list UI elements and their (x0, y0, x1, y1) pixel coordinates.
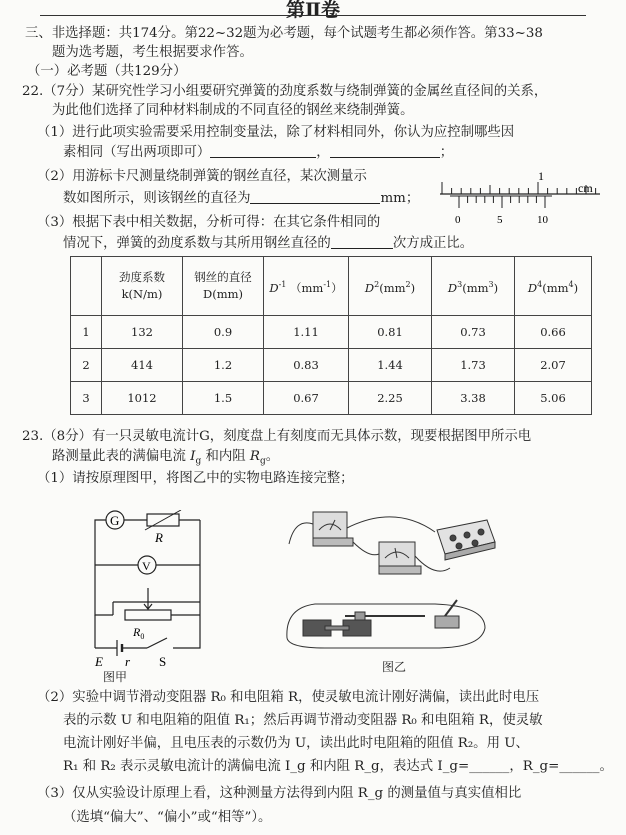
table-cell: 414 (102, 349, 183, 382)
table-cell: 0.73 (432, 316, 515, 349)
table-cell: 2 (71, 349, 102, 382)
table-cell: 0.9 (183, 316, 264, 349)
data-table (70, 256, 592, 415)
internal-resistance-label: r (125, 654, 131, 669)
rheostat-label: $R_0$ (133, 625, 145, 641)
main-scale-label: 1 (538, 169, 544, 183)
q23-part3-line1: （3）仅从实验设计原理上看，这种测量方法得到内阻 R_g 的测量值与真实值相比 (37, 786, 522, 801)
header-cell: 钢丝的直径 D(mm) (183, 257, 264, 316)
q23-part2-line2: 表的示数 U 和电阻箱的阻值 R₁；然后再调节滑动变阻器 R₀ 和电阻箱 R，使灵敏 (63, 713, 543, 728)
switch-label: S (159, 654, 167, 669)
emf-label: E (95, 654, 103, 669)
figure-b-caption: 图乙 (382, 660, 407, 674)
table-cell: 0.81 (349, 316, 432, 349)
unit-label: cm (578, 181, 593, 195)
table-cell: 0.83 (264, 349, 349, 382)
q22-stem-line1: 22.（7分）某研究性学习小组要研究弹簧的劲度系数与绕制弹簧的金属丝直径间的关系， (22, 84, 548, 99)
table-cell: 0.66 (515, 316, 592, 349)
q22-part1-line1: （1）进行此项实验需要采用控制变量法，除了材料相同外，你认为应控制哪些因 (37, 125, 515, 140)
table-cell: 1.44 (349, 349, 432, 382)
circuit-diagram-a (75, 510, 225, 670)
q23-stem-line2: 路测量此表的满偏电流 $I_g$ 和内阻 $R_g$。 (52, 449, 280, 467)
header-cell: $D^2(mm^2)$ (349, 257, 432, 316)
table-cell: 5.06 (515, 382, 592, 415)
q23-part2-line1: （2）实验中调节滑动变阻器 R₀ 和电阻箱 R，使灵敏电流计刚好满偏，读出此时电压 (37, 690, 540, 705)
table-cell: 2.25 (349, 382, 432, 415)
table-cell: 3 (71, 382, 102, 415)
galvanometer-label: G (110, 513, 120, 528)
q22-part1-line2: 素相同（写出两项即可） ， ； (63, 145, 454, 160)
answer-blank[interactable] (330, 143, 440, 158)
table-cell: 1 (71, 316, 102, 349)
table-header-row (71, 257, 592, 316)
q22-stem-line2: 为此他们选择了同种材料制成的不同直径的钢丝来绕制弹簧。 (52, 103, 414, 118)
intro-line1: 三、非选择题：共174分。第22~32题为必考题，每个试题考生都必须作答。第33~38 (25, 26, 543, 41)
vernier-label: 5 (497, 214, 503, 226)
q23-part2-line4: R₁ 和 R₂ 表示灵敏电流计的满偏电流 I_g 和内阻 R_g，表达式 I_g=______，R_g=______。 (63, 759, 613, 774)
q22-part3-line1: （3）根据下表中相关数据，分析可得：在其它条件相同的 (37, 215, 381, 230)
voltmeter-label: V (142, 559, 151, 573)
apparatus-diagram-b (285, 508, 500, 658)
table-cell: 1.5 (183, 382, 264, 415)
intro-line2: 题为选考题，考生根据要求作答。 (52, 45, 253, 60)
q22-part2-line2: 数如图所示，则该钢丝的直径为 mm； (63, 191, 420, 206)
q22-part3-line2: 情况下，弹簧的劲度系数与其所用钢丝直径的 次方成正比。 (63, 236, 474, 251)
answer-blank[interactable] (331, 234, 393, 249)
section-heading: （一）必考题（共129分） (27, 64, 187, 79)
table-cell: 1012 (102, 382, 183, 415)
vernier-label: 10 (537, 214, 548, 226)
q23-part2-line3: 电流计刚好半偏，且电压表的示数仍为 U，读出此时电阻箱的阻值 R₂。用 U、 (63, 736, 529, 751)
answer-blank[interactable] (250, 189, 380, 204)
table-row (71, 349, 592, 382)
q22-part2-line1: （2）用游标卡尺测量绕制弹簧的钢丝直径，某次测量示 (37, 169, 367, 184)
table-cell: 1.73 (432, 349, 515, 382)
table-row (71, 316, 592, 349)
table-cell: 1.2 (183, 349, 264, 382)
section-title: 第Ⅱ卷 (0, 0, 626, 22)
table-cell: 0.67 (264, 382, 349, 415)
resistor-label: R (155, 530, 163, 545)
table-cell: 132 (102, 316, 183, 349)
header-cell: 劲度系数 k(N/m) (102, 257, 183, 316)
q23-part1: （1）请按原理图甲，将图乙中的实物电路连接完整； (37, 471, 354, 486)
figure-a-caption: 图甲 (103, 670, 128, 684)
q23-part3-line2: （选填“偏大”、“偏小”或“相等”）。 (63, 810, 272, 825)
vernier-label: 0 (455, 214, 461, 226)
header-cell (71, 257, 102, 316)
table-cell: 2.07 (515, 349, 592, 382)
table-cell: 3.38 (432, 382, 515, 415)
vernier-caliper-figure (430, 168, 610, 230)
header-cell: $D^3(mm^3)$ (432, 257, 515, 316)
header-cell: $D^{-1}$ $(mm^{-1})$ (264, 257, 349, 316)
table-row (71, 382, 592, 415)
q23-stem-line1: 23.（8分）有一只灵敏电流计G，刻度盘上有刻度而无具体示数，现要根据图甲所示电 (22, 429, 532, 444)
answer-blank[interactable] (210, 143, 316, 158)
table-cell: 1.11 (264, 316, 349, 349)
header-cell: $D^4(mm^4)$ (515, 257, 592, 316)
